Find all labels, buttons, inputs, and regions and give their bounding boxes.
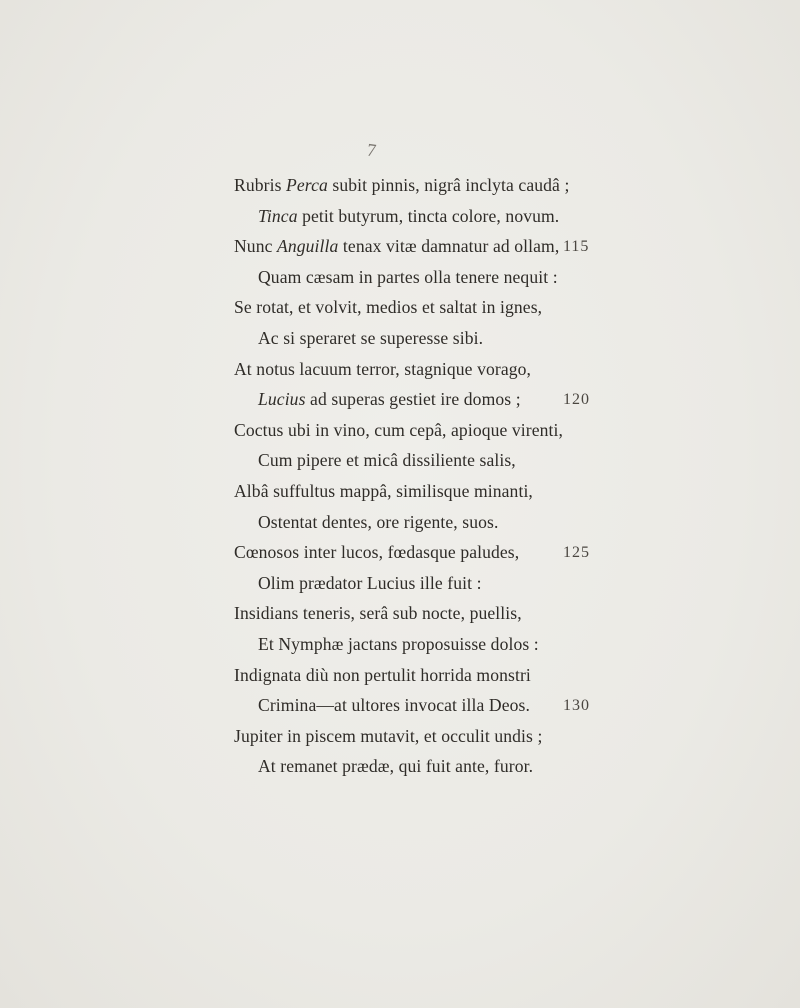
poem-line: [234, 480, 533, 502]
poem-line: [234, 602, 522, 624]
poem-line: [258, 449, 516, 471]
line-text: Jupiter in piscem mutavit, et occulit undis ;: [234, 725, 543, 746]
poem-line: [234, 358, 531, 380]
line-number: 130: [563, 697, 590, 715]
line-text: Insidians teneris, serâ sub nocte, puellis,: [234, 603, 522, 624]
line-text: petit butyrum, tincta colore, novum.: [297, 205, 560, 226]
line-text: Coctus ubi in vino, cum cepâ, apioque virenti,: [234, 419, 564, 440]
line-text: Rubris: [234, 175, 287, 195]
line-text: subit pinnis, nigrâ inclyta caudâ ;: [327, 175, 570, 195]
line-text: Quam cæsam in partes olla tenere nequit :: [258, 266, 558, 287]
poem-line: [258, 511, 498, 533]
line-text: ad superas gestiet ire domos ;: [305, 389, 521, 410]
line-text: Crimina—at ultores invocat illa Deos.: [258, 695, 530, 716]
italic-name: Lucius: [258, 389, 306, 410]
line-number: 115: [563, 238, 590, 256]
line-text: Albâ suffultus mappâ, similisque minanti,: [234, 481, 533, 501]
poem-line: [258, 266, 558, 288]
poem-line: [258, 633, 539, 655]
poem-line: [258, 388, 521, 410]
line-text: Ac si speraret se superesse sibi.: [258, 328, 484, 348]
line-text: Olim prædator Lucius ille fuit :: [258, 572, 482, 593]
line-text: Cœnosos inter lucos, fœdasque paludes,: [234, 542, 520, 563]
italic-name: Tinca: [258, 205, 298, 226]
poem-line: [234, 725, 542, 747]
line-text: At notus lacuum terror, stagnique vorago,: [234, 358, 532, 379]
italic-name: Perca: [286, 175, 328, 195]
line-number: 120: [563, 391, 590, 409]
line-number: 125: [563, 544, 590, 562]
line-text: At remanet prædæ, qui fuit ante, furor.: [258, 756, 534, 777]
poem-line: [234, 296, 542, 318]
poem-line: [234, 664, 531, 686]
line-text: Cum pipere et micâ dissiliente salis,: [258, 450, 516, 471]
line-text: Indignata diù non pertulit horrida monstri: [234, 664, 531, 685]
poem-line: [234, 419, 563, 441]
poem-line: [234, 541, 519, 563]
poem-line: [258, 572, 482, 594]
poem-line: [258, 205, 559, 227]
line-text: Et Nymphæ jactans proposuisse dolos :: [258, 634, 539, 654]
poem-line: [234, 174, 569, 196]
poem-line: [258, 755, 533, 777]
poem-line: [258, 694, 530, 716]
poem-line: [234, 235, 559, 257]
line-text: Se rotat, et volvit, medios et saltat in ignes,: [234, 297, 543, 318]
line-text: tenax vitæ damnatur ad ollam,: [338, 236, 560, 257]
page-number: 7: [365, 139, 378, 161]
italic-name: Anguilla: [277, 236, 339, 257]
poem-line: [258, 327, 483, 349]
line-text: Ostentat dentes, ore rigente, suos.: [258, 511, 499, 532]
line-text: Nunc: [234, 236, 278, 257]
